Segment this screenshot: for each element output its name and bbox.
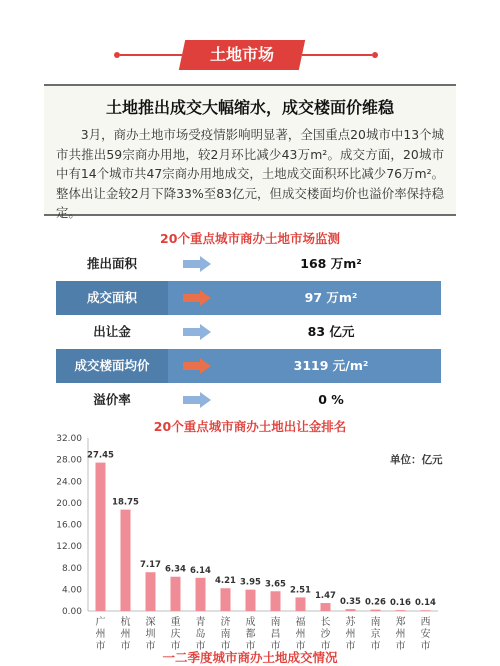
monitor-row-value: 0 % xyxy=(318,392,344,407)
monitor-row-label: 成交楼面均价 xyxy=(56,349,168,383)
x-tick-label: 州 xyxy=(120,629,131,640)
data-label: 3.65 xyxy=(265,579,286,590)
x-tick-label: 州 xyxy=(395,629,406,640)
chart-title: 20个重点城市商办土地出让金排名 xyxy=(153,419,347,434)
x-tick-label: 重 xyxy=(170,617,181,628)
y-tick-label: 4.00 xyxy=(61,585,82,596)
x-tick-label: 沙 xyxy=(320,629,331,640)
data-label: 2.51 xyxy=(290,585,311,596)
x-tick-label: 州 xyxy=(345,629,356,640)
x-tick-label: 市 xyxy=(120,641,131,650)
x-tick-label: 市 xyxy=(95,641,106,650)
x-tick-label: 市 xyxy=(195,641,206,650)
y-tick-label: 12.00 xyxy=(56,542,82,553)
banner-line-left xyxy=(120,54,182,56)
x-tick-label: 市 xyxy=(145,641,156,650)
monitor-row-label: 出让金 xyxy=(93,324,131,339)
x-tick-label: 市 xyxy=(395,641,406,650)
arrow-right-icon xyxy=(183,256,211,272)
x-tick-label: 圳 xyxy=(145,629,156,640)
y-tick-label: 0.00 xyxy=(61,607,82,617)
data-label: 3.95 xyxy=(240,577,261,588)
monitor-row-value: 83 亿元 xyxy=(307,324,355,339)
bar xyxy=(246,590,256,611)
data-label: 4.21 xyxy=(215,576,236,587)
bar xyxy=(121,510,131,611)
x-tick-label: 长 xyxy=(320,617,331,628)
monitor-title: 20个重点城市商办土地市场监测 xyxy=(160,231,340,246)
monitor-row xyxy=(56,247,441,281)
data-label: 7.17 xyxy=(140,560,161,571)
x-tick-label: 市 xyxy=(345,641,356,650)
x-tick-label: 市 xyxy=(270,641,281,650)
x-tick-label: 州 xyxy=(295,629,306,640)
monitor-row xyxy=(56,349,441,383)
x-tick-label: 市 xyxy=(370,641,381,650)
x-tick-label: 杭 xyxy=(120,617,131,628)
y-tick-label: 32.00 xyxy=(56,434,82,444)
monitor-row-value: 97 万m² xyxy=(304,290,358,305)
monitor-row xyxy=(56,383,441,417)
bar xyxy=(421,610,431,611)
monitor-row-value: 168 万m² xyxy=(300,256,362,271)
x-tick-label: 福 xyxy=(295,617,306,628)
y-tick-label: 24.00 xyxy=(56,477,82,488)
x-tick-label: 南 xyxy=(370,617,381,628)
data-label: 6.34 xyxy=(165,564,186,575)
section-banner-label-box xyxy=(179,40,305,70)
bar xyxy=(371,610,381,611)
x-tick-label: 西 xyxy=(420,617,431,628)
x-tick-label: 昌 xyxy=(270,629,281,640)
x-tick-label: 郑 xyxy=(395,617,406,628)
x-tick-label: 市 xyxy=(320,641,331,650)
x-tick-label: 都 xyxy=(245,629,256,640)
data-label: 1.47 xyxy=(315,591,336,602)
bar xyxy=(221,588,231,611)
summary-box xyxy=(44,84,456,220)
data-label: 18.75 xyxy=(112,497,139,508)
x-tick-label: 州 xyxy=(95,629,106,640)
monitor-row-label: 成交面积 xyxy=(56,281,168,315)
arrow-right-icon xyxy=(183,324,211,340)
y-tick-label: 16.00 xyxy=(56,520,82,531)
unit-label: 单位：亿元 xyxy=(390,454,443,466)
x-tick-label: 苏 xyxy=(345,617,356,628)
x-tick-label: 岛 xyxy=(195,629,206,640)
x-tick-label: 成 xyxy=(245,617,256,628)
x-tick-label: 市 xyxy=(220,641,231,650)
x-tick-label: 青 xyxy=(195,617,206,628)
bar xyxy=(171,577,181,611)
data-label: 0.35 xyxy=(340,597,361,608)
arrow-right-icon xyxy=(183,358,211,374)
x-tick-label: 深 xyxy=(145,617,156,628)
bar xyxy=(296,597,306,611)
monitor-row-label: 推出面积 xyxy=(86,256,137,271)
x-tick-label: 庆 xyxy=(170,629,181,640)
bar-chart xyxy=(0,430,500,650)
bar xyxy=(321,603,331,611)
x-tick-label: 安 xyxy=(420,629,431,640)
x-tick-label: 南 xyxy=(220,629,231,640)
x-tick-label: 济 xyxy=(220,617,231,628)
bar xyxy=(146,572,156,611)
y-tick-label: 8.00 xyxy=(61,563,82,574)
section-banner xyxy=(0,40,500,70)
x-tick-label: 南 xyxy=(270,617,281,628)
section-banner-label: 土地市场 xyxy=(209,45,274,64)
bar xyxy=(96,463,106,611)
y-tick-label: 20.00 xyxy=(56,498,82,509)
banner-line-right xyxy=(302,54,372,56)
data-label: 6.14 xyxy=(190,565,211,576)
x-tick-label: 市 xyxy=(295,641,306,650)
monitor-row-value: 3119 元/m² xyxy=(293,358,369,373)
x-tick-label: 市 xyxy=(170,641,181,650)
monitor-row xyxy=(56,281,441,315)
summary-text: 3月，商办土地市场受疫情影响明显著，全国重点20城市中13个城市共推出59宗商办用地，较2月环比减少43万m²。成交方面，20城市中有14个城市共47宗商办用地成交，土地成交面积环比减少76万m²。整体出让金较2月下降33%至83亿元，但成交楼面均价也溢价率保持稳定。 xyxy=(56,127,444,220)
bottom-section-title: 一二季度城市商办土地成交情况 xyxy=(162,650,338,665)
bar xyxy=(346,609,356,611)
bar xyxy=(196,578,206,611)
x-tick-label: 京 xyxy=(370,629,381,640)
arrow-right-icon xyxy=(183,392,211,408)
arrow-right-icon xyxy=(183,290,211,306)
data-label: 27.45 xyxy=(87,450,114,461)
bar xyxy=(271,591,281,611)
x-tick-label: 广 xyxy=(95,617,106,628)
x-tick-label: 市 xyxy=(245,641,256,650)
y-tick-label: 28.00 xyxy=(56,455,82,466)
x-tick-label: 市 xyxy=(420,641,431,650)
monitor-row xyxy=(56,315,441,349)
bar xyxy=(396,610,406,611)
data-label: 0.16 xyxy=(390,598,411,609)
data-label: 0.14 xyxy=(415,598,436,609)
monitor-row-label: 溢价率 xyxy=(93,392,131,407)
summary-title: 土地推出成交大幅缩水，成交楼面价维稳 xyxy=(105,98,394,117)
data-label: 0.26 xyxy=(365,597,386,608)
